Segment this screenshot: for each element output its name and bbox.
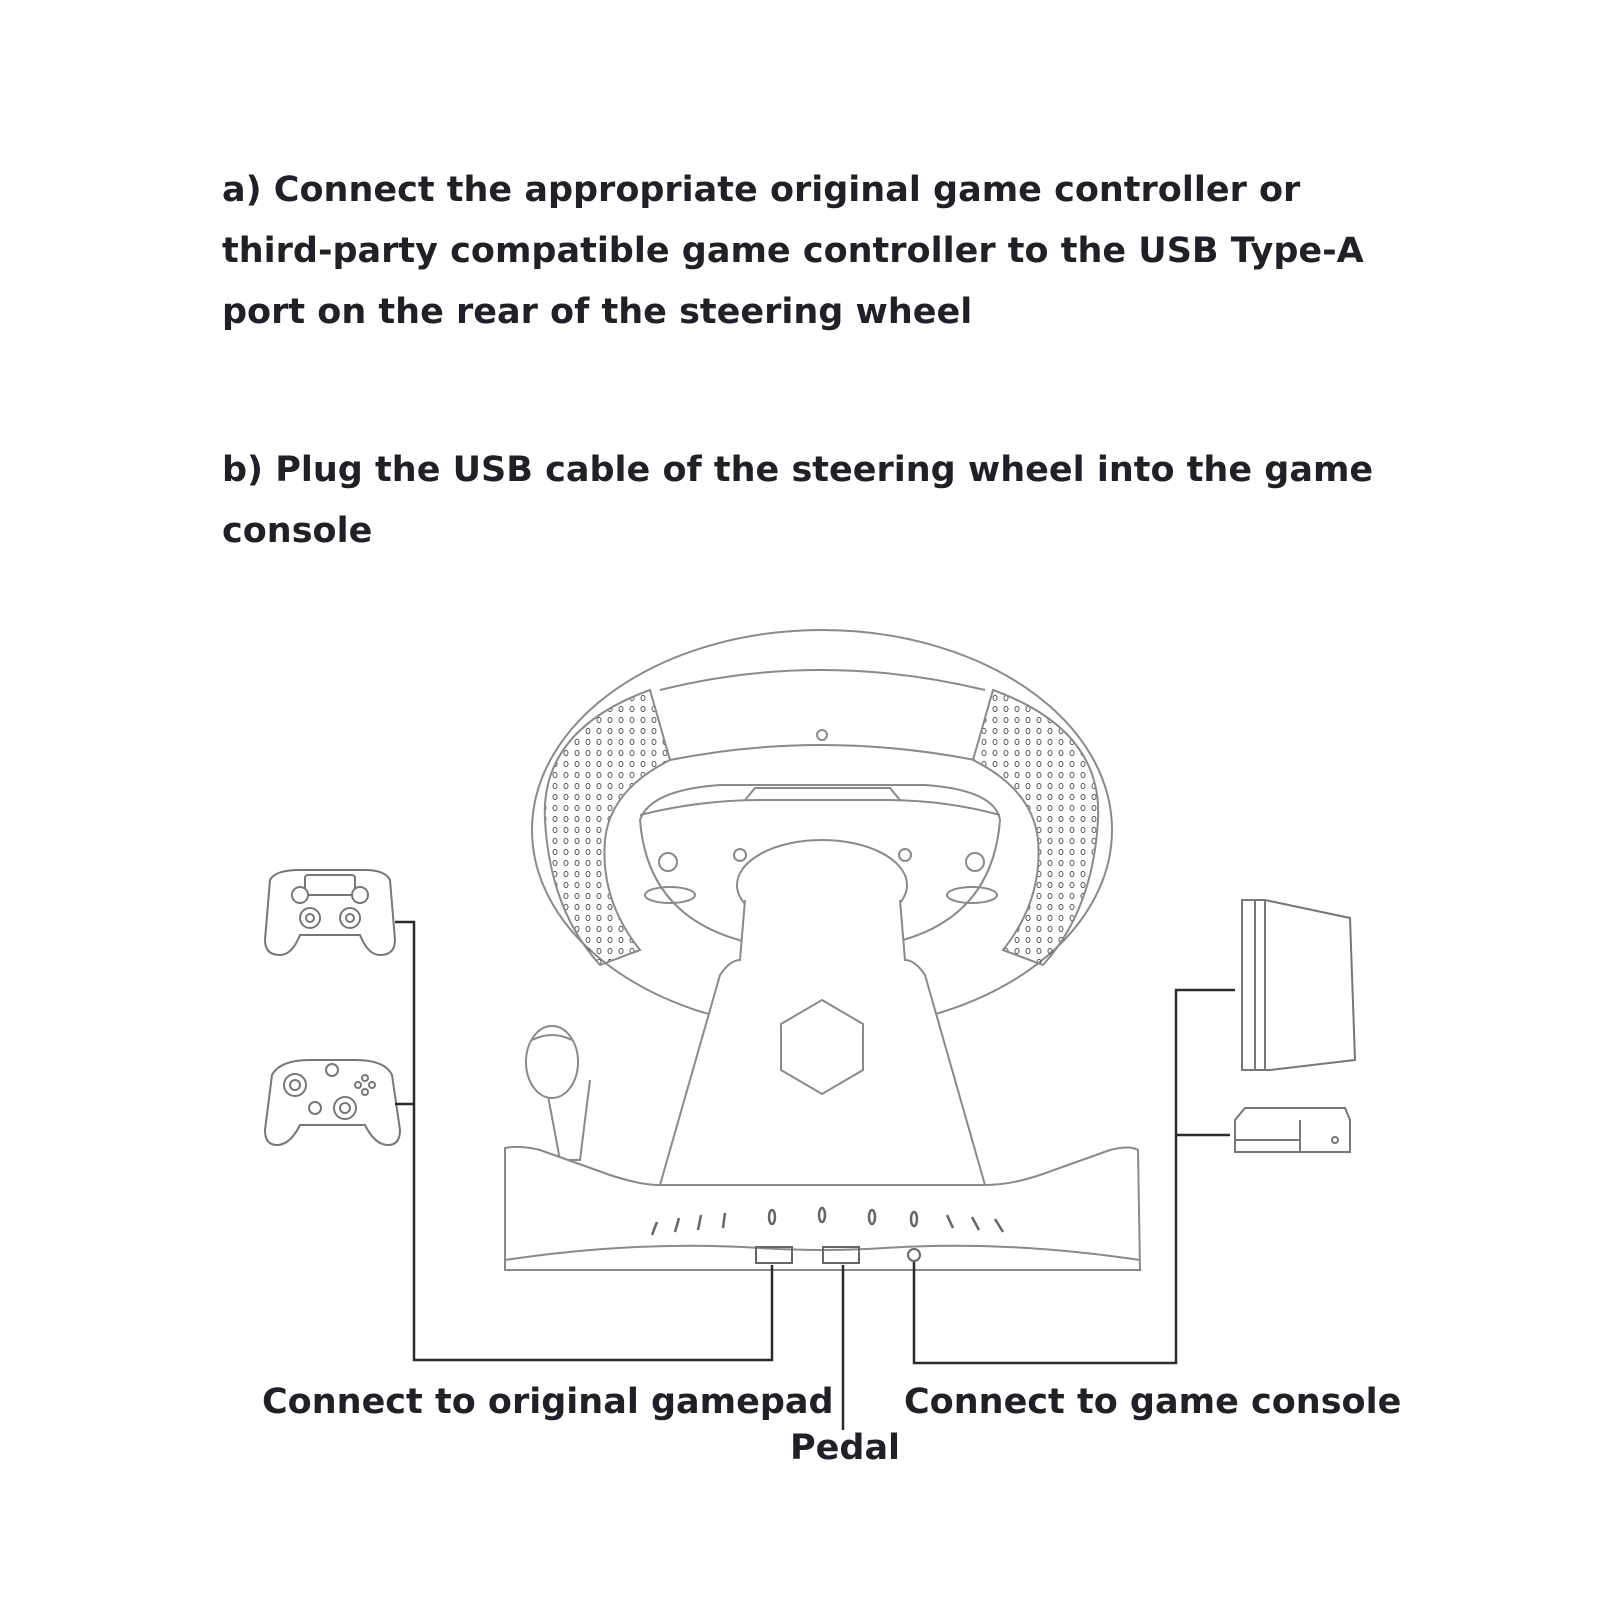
xbox-console-icon	[1235, 1108, 1350, 1152]
label-pedal: Pedal	[790, 1428, 901, 1468]
label-connect-console: Connect to game console	[904, 1382, 1402, 1422]
label-connect-gamepad: Connect to original gamepad	[262, 1382, 834, 1422]
ps4-controller-icon	[265, 870, 395, 955]
gear-shifter-icon	[526, 1026, 590, 1160]
xbox-controller-icon	[265, 1060, 400, 1145]
instruction-step-b: b) Plug the USB cable of the steering wheel into the game console	[222, 450, 1374, 551]
ps4-console-icon	[1242, 900, 1355, 1070]
instruction-step-a: a) Connect the appropriate original game controller or third-party compatible game controller to the USB Type-A port on the rear of the steering wheel	[222, 170, 1364, 332]
